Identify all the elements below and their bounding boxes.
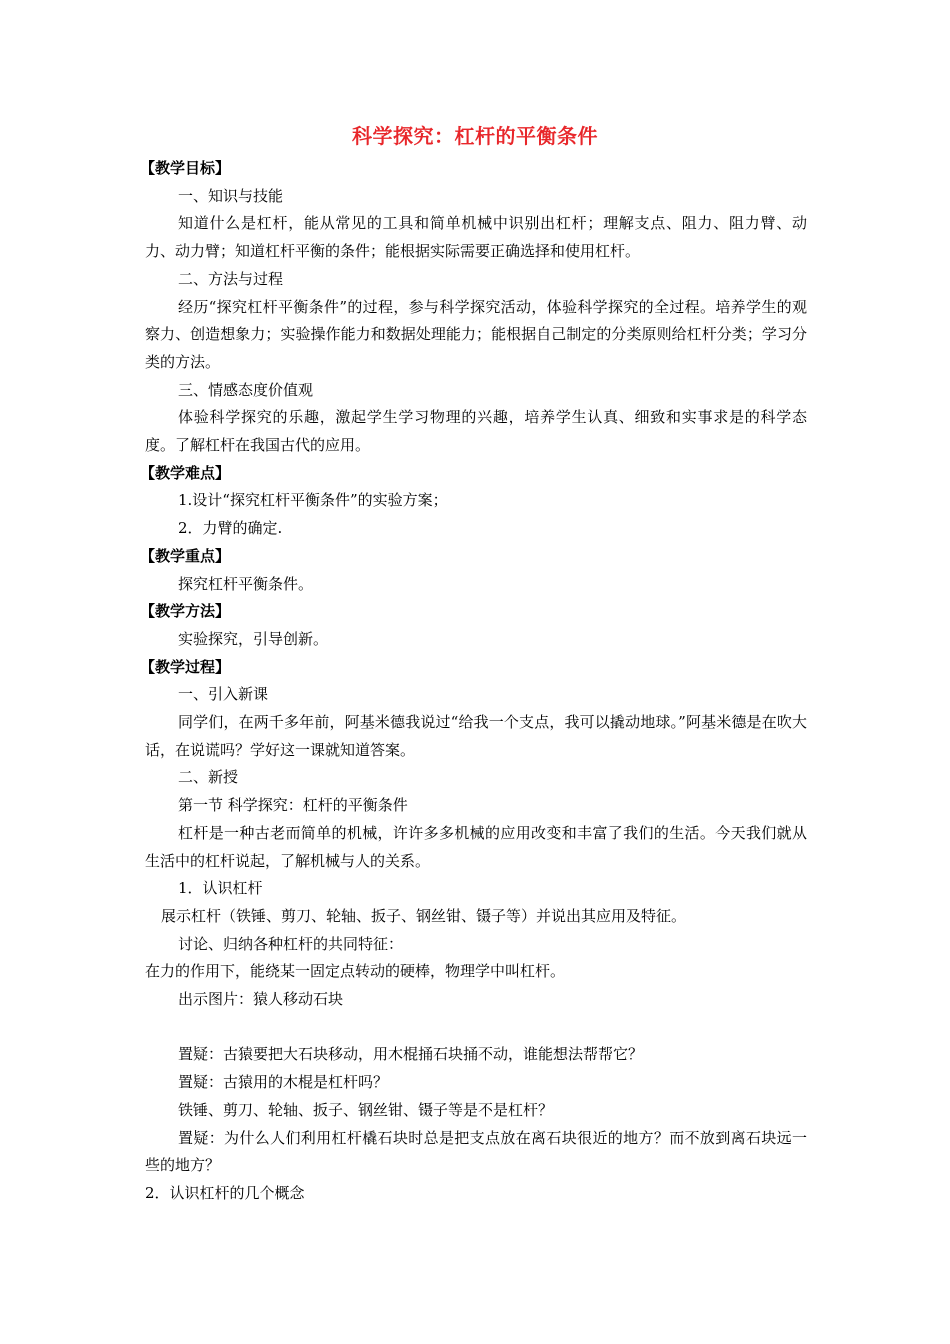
document-body	[140, 155, 807, 1208]
paragraph-show-levers: 展示杠杆（铁锤、剪刀、轮轴、扳子、钢丝钳、镊子等）并说出其应用及特征。	[161, 906, 687, 925]
question-1: 置疑：古猿要把大石块移动，用木棍捅石块捅不动，谁能想法帮帮它？	[178, 1045, 644, 1064]
subheading-methods-process: 二、方法与过程	[178, 269, 284, 288]
step-lever-concepts: 2．认识杠杆的几个概念	[145, 1184, 305, 1202]
paragraph-introduction: 同学们，在两千多年前，阿基米德我说过“给我一个支点，我可以撬动地球。”阿基米德是在吹大话，在说谎吗？学好这一课就知道答案。	[145, 713, 807, 759]
subheading-new-lesson: 二、新授	[178, 768, 239, 787]
step-know-lever: 1．认识杠杆	[178, 879, 263, 898]
subheading-knowledge-skills: 一、知识与技能	[178, 186, 284, 205]
difficulty-item-2: 2．力臂的确定.	[178, 519, 283, 538]
question-2: 置疑：古猿用的木棍是杠杆吗？	[178, 1073, 389, 1092]
question-3: 铁锤、剪刀、轮轴、扳子、钢丝钳、镊子等是不是杠杆？	[178, 1100, 554, 1119]
document-title: 科学探究：杠杆的平衡条件	[352, 124, 598, 148]
subheading-introduction: 一、引入新课	[178, 685, 269, 704]
section-heading-methods: 【教学方法】	[140, 602, 231, 621]
section-title-first: 第一节 科学探究：杠杆的平衡条件	[178, 796, 408, 815]
paragraph-attitudes-values: 体验科学探究的乐趣，激起学生学习物理的兴趣，培养学生认真、细致和实事求是的科学态度。了解杠杆在我国古代的应用。	[145, 408, 807, 455]
section-heading-key-points: 【教学重点】	[140, 546, 231, 565]
difficulty-item-1: 1.设计“探究杠杆平衡条件”的实验方案；	[178, 491, 448, 510]
section-heading-process: 【教学过程】	[140, 657, 231, 676]
section-heading-objectives: 【教学目标】	[140, 159, 231, 177]
blank-line	[145, 1014, 807, 1042]
paragraph-methods: 实验探究，引导创新。	[178, 629, 329, 648]
paragraph-show-picture: 出示图片：猿人移动石块	[178, 990, 344, 1009]
paragraph-methods-process: 经历“探究杠杆平衡条件”的过程，参与科学探究活动，体验科学探究的全过程。培养学生的观察力、创造想象力；实验操作能力和数据处理能力；能根据自己制定的分类原则给杠杆分类；学习分类的方法。	[145, 297, 807, 371]
paragraph-key-points: 探究杠杆平衡条件。	[178, 574, 314, 593]
paragraph-discuss: 讨论、归纳各种杠杆的共同特征：	[178, 934, 404, 953]
section-heading-difficulties: 【教学难点】	[140, 463, 231, 482]
paragraph-knowledge-skills: 知道什么是杠杆，能从常见的工具和简单机械中识别出杠杆；理解支点、阻力、阻力臂、动力、动力臂；知道杠杆平衡的条件；能根据实际需要正确选择和使用杠杆。	[145, 214, 807, 261]
paragraph-lever-intro: 杠杆是一种古老而简单的机械，许许多多机械的应用改变和丰富了我们的生活。今天我们就从生活中的杠杆说起，了解机械与人的关系。	[145, 823, 807, 870]
subheading-attitudes-values: 三、情感态度价值观	[178, 380, 314, 399]
paragraph-definition: 在力的作用下，能绕某一固定点转动的硬棒，物理学中叫杠杆。	[145, 962, 566, 981]
question-4: 置疑：为什么人们利用杠杆橇石块时总是把支点放在离石块很近的地方？而不放到离石块远一些的地方？	[145, 1128, 807, 1175]
